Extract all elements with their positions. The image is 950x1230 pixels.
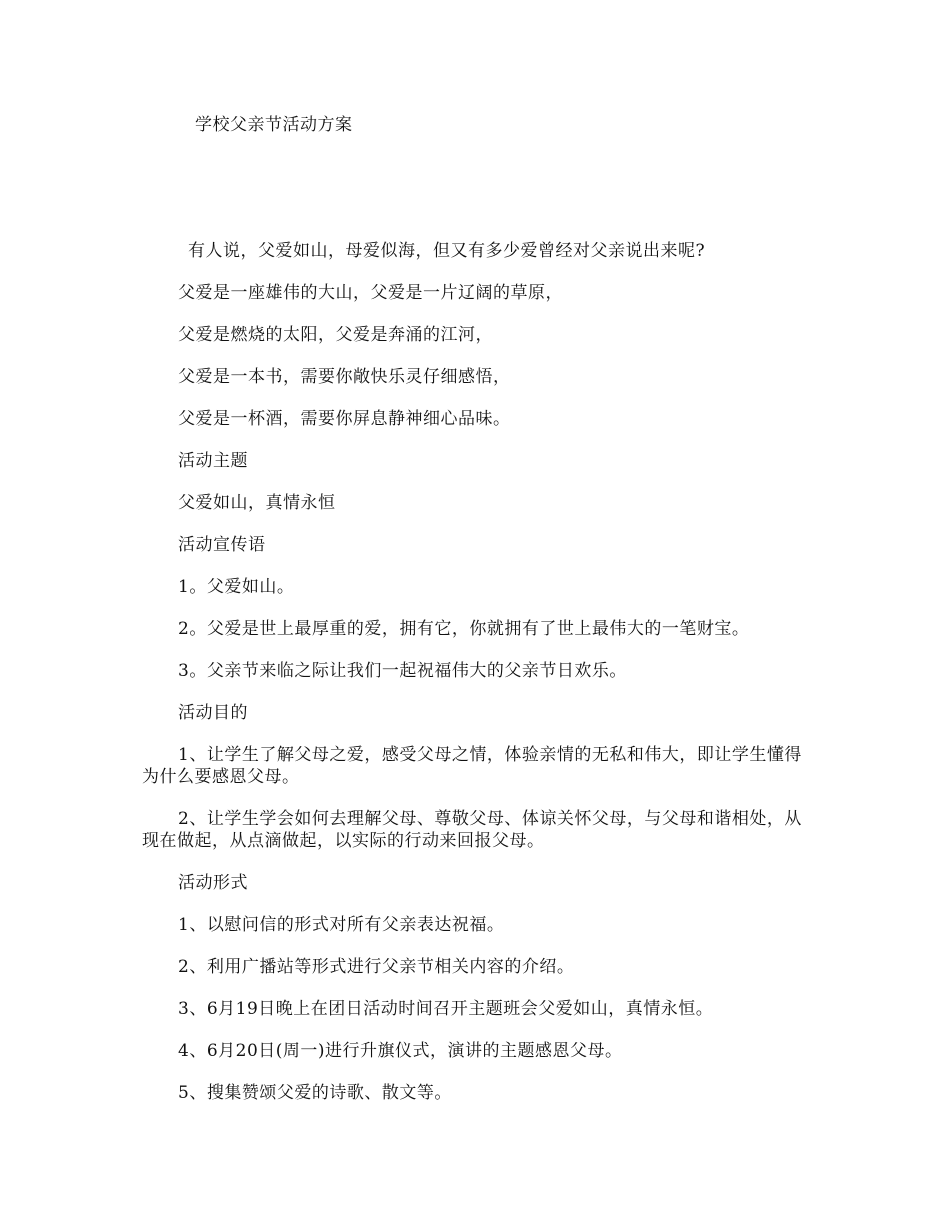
list-item: 2、让学生学会如何去理解父母、尊敬父母、体谅关怀父母，与父母和谐相处，从现在做起，从点滴做起，以实际的行动来回报父母。	[142, 809, 802, 851]
list-item: 3、6月19日晚上在团日活动时间召开主题班会父爱如山，真情永恒。	[178, 999, 714, 1019]
list-item: 2、利用广播站等形式进行父亲节相关内容的介绍。	[178, 957, 575, 977]
section-heading-format: 活动形式	[178, 873, 248, 893]
document-title: 学校父亲节活动方案	[195, 115, 353, 135]
paragraph-line: 父爱是一杯酒，需要你屏息静神细心品味。	[178, 409, 511, 429]
list-item: 1、让学生了解父母之爱，感受父母之情，体验亲情的无私和伟大，即让学生懂得为什么要感恩父母。	[142, 745, 802, 787]
list-item: 1、以慰问信的形式对所有父亲表达祝福。	[178, 915, 505, 935]
list-item: 3。父亲节来临之际让我们一起祝福伟大的父亲节日欢乐。	[178, 661, 627, 681]
paragraph-line: 父爱如山，真情永恒	[178, 493, 336, 513]
paragraph-line: 父爱是一座雄伟的大山，父爱是一片辽阔的草原，	[178, 283, 563, 303]
list-item: 5、搜集赞颂父爱的诗歌、散文等。	[178, 1083, 452, 1103]
section-heading-slogans: 活动宣传语	[178, 535, 266, 555]
paragraph-line: 父爱是燃烧的太阳，父爱是奔涌的江河，	[178, 325, 493, 345]
list-item: 2。父爱是世上最厚重的爱，拥有它，你就拥有了世上最伟大的一笔财宝。	[178, 619, 750, 639]
paragraph-intro: 有人说，父爱如山，母爱似海，但又有多少爱曾经对父亲说出来呢?	[188, 241, 706, 261]
section-heading-purpose: 活动目的	[178, 703, 248, 723]
section-heading-theme: 活动主题	[178, 451, 248, 471]
list-item: 4、6月20日(周一)进行升旗仪式，演讲的主题感恩父母。	[178, 1041, 623, 1061]
list-item: 1。父爱如山。	[178, 577, 295, 597]
document-body	[142, 240, 810, 1124]
paragraph-line: 父爱是一本书，需要你敞快乐灵仔细感悟，	[178, 367, 511, 387]
